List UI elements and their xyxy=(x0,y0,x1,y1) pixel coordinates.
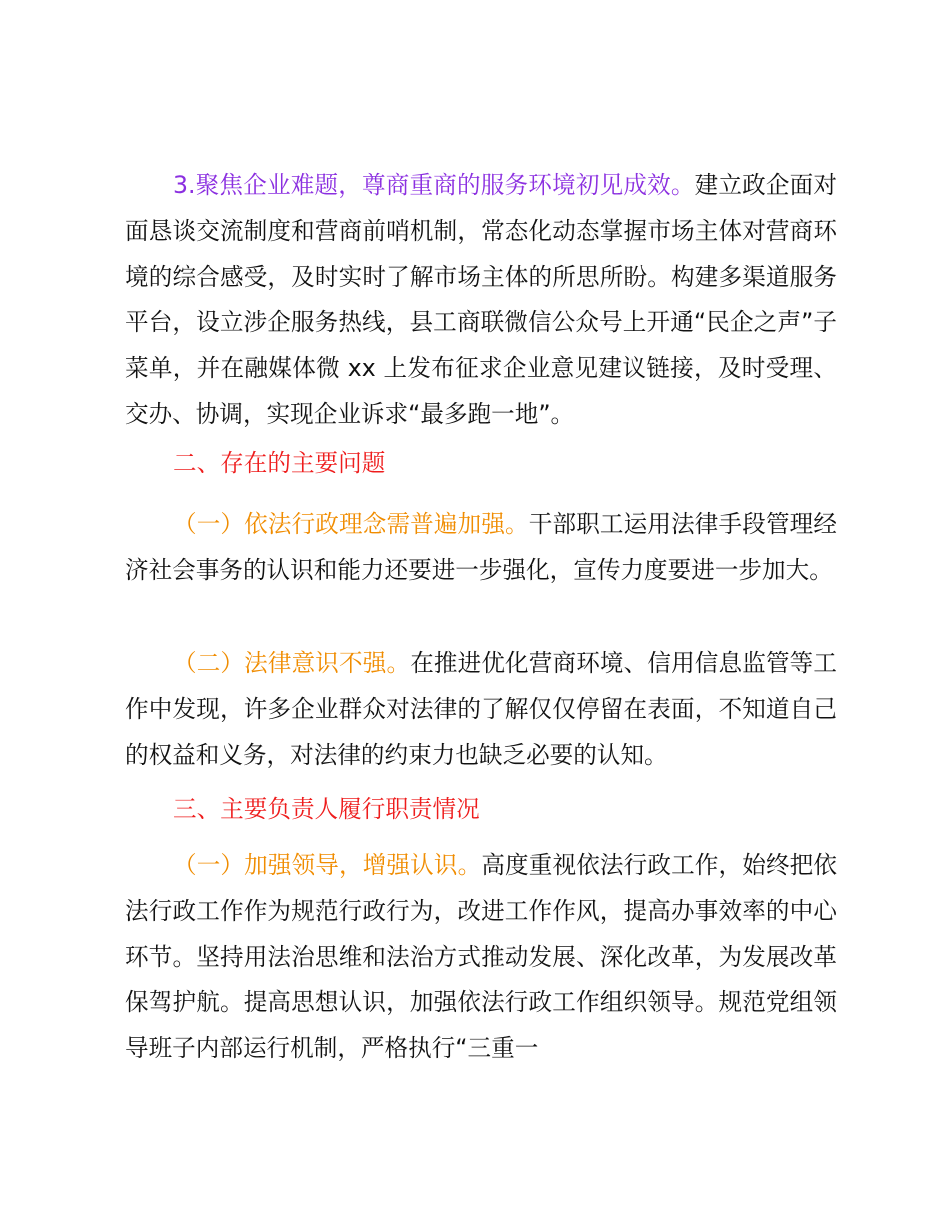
section-heading-leader-duties: 三、主要负责人履行职责情况 xyxy=(173,795,480,823)
paragraph-body: 干部职工运用法律手段管理经济社会事务的认识和能力还要进一步强化，宣传力度要进一步加大。 xyxy=(125,510,837,584)
paragraph-body: 建立政企面对面恳谈交流制度和营商前哨机制，常态化动态掌握市场主体对营商环境的综合感受，及时实时了解市场主体的所思所盼。构建多渠道服务平台，设立涉企服务热线，县工商联微信公众号上开通“民企之声”子菜单，并在融媒体微 xx 上发布征求企业意见建议链接，及时受理、交办、协调，实现企业诉求“最多跑一地”。 xyxy=(125,171,837,428)
paragraph-service-environment xyxy=(125,163,837,438)
paragraph-lead: （一）加强领导，增强认识。 xyxy=(173,851,482,879)
paragraph-body: 高度重视依法行政工作，始终把依法行政工作作为规范行政行为，改进工作作风，提高办事效率的中心环节。坚持用法治思维和法治方式推动发展、深化改革，为发展改革保驾护航。提高思想认识，加强依法行政工作组织领导。规范党组领导班子内部运行机制，严格执行“三重一 xyxy=(125,851,837,1063)
section-heading-main-problems: 二、存在的主要问题 xyxy=(173,449,386,477)
paragraph-lead: 3.聚焦企业难题，尊商重商的服务环境初见成效。 xyxy=(173,171,695,199)
paragraph-lead: （二）法律意识不强。 xyxy=(173,649,411,677)
paragraph-lead: （一）依法行政理念需普遍加强。 xyxy=(173,510,529,538)
paragraph-body: 在推进优化营商环境、信用信息监管等工作中发现，许多企业群众对法律的了解仅仅停留在表面，不知道自己的权益和义务，对法律的约束力也缺乏必要的认知。 xyxy=(125,649,837,769)
paragraph-lawful-administration xyxy=(125,502,837,594)
paragraph-strengthen-leadership xyxy=(125,843,837,1072)
paragraph-legal-awareness xyxy=(125,641,837,778)
